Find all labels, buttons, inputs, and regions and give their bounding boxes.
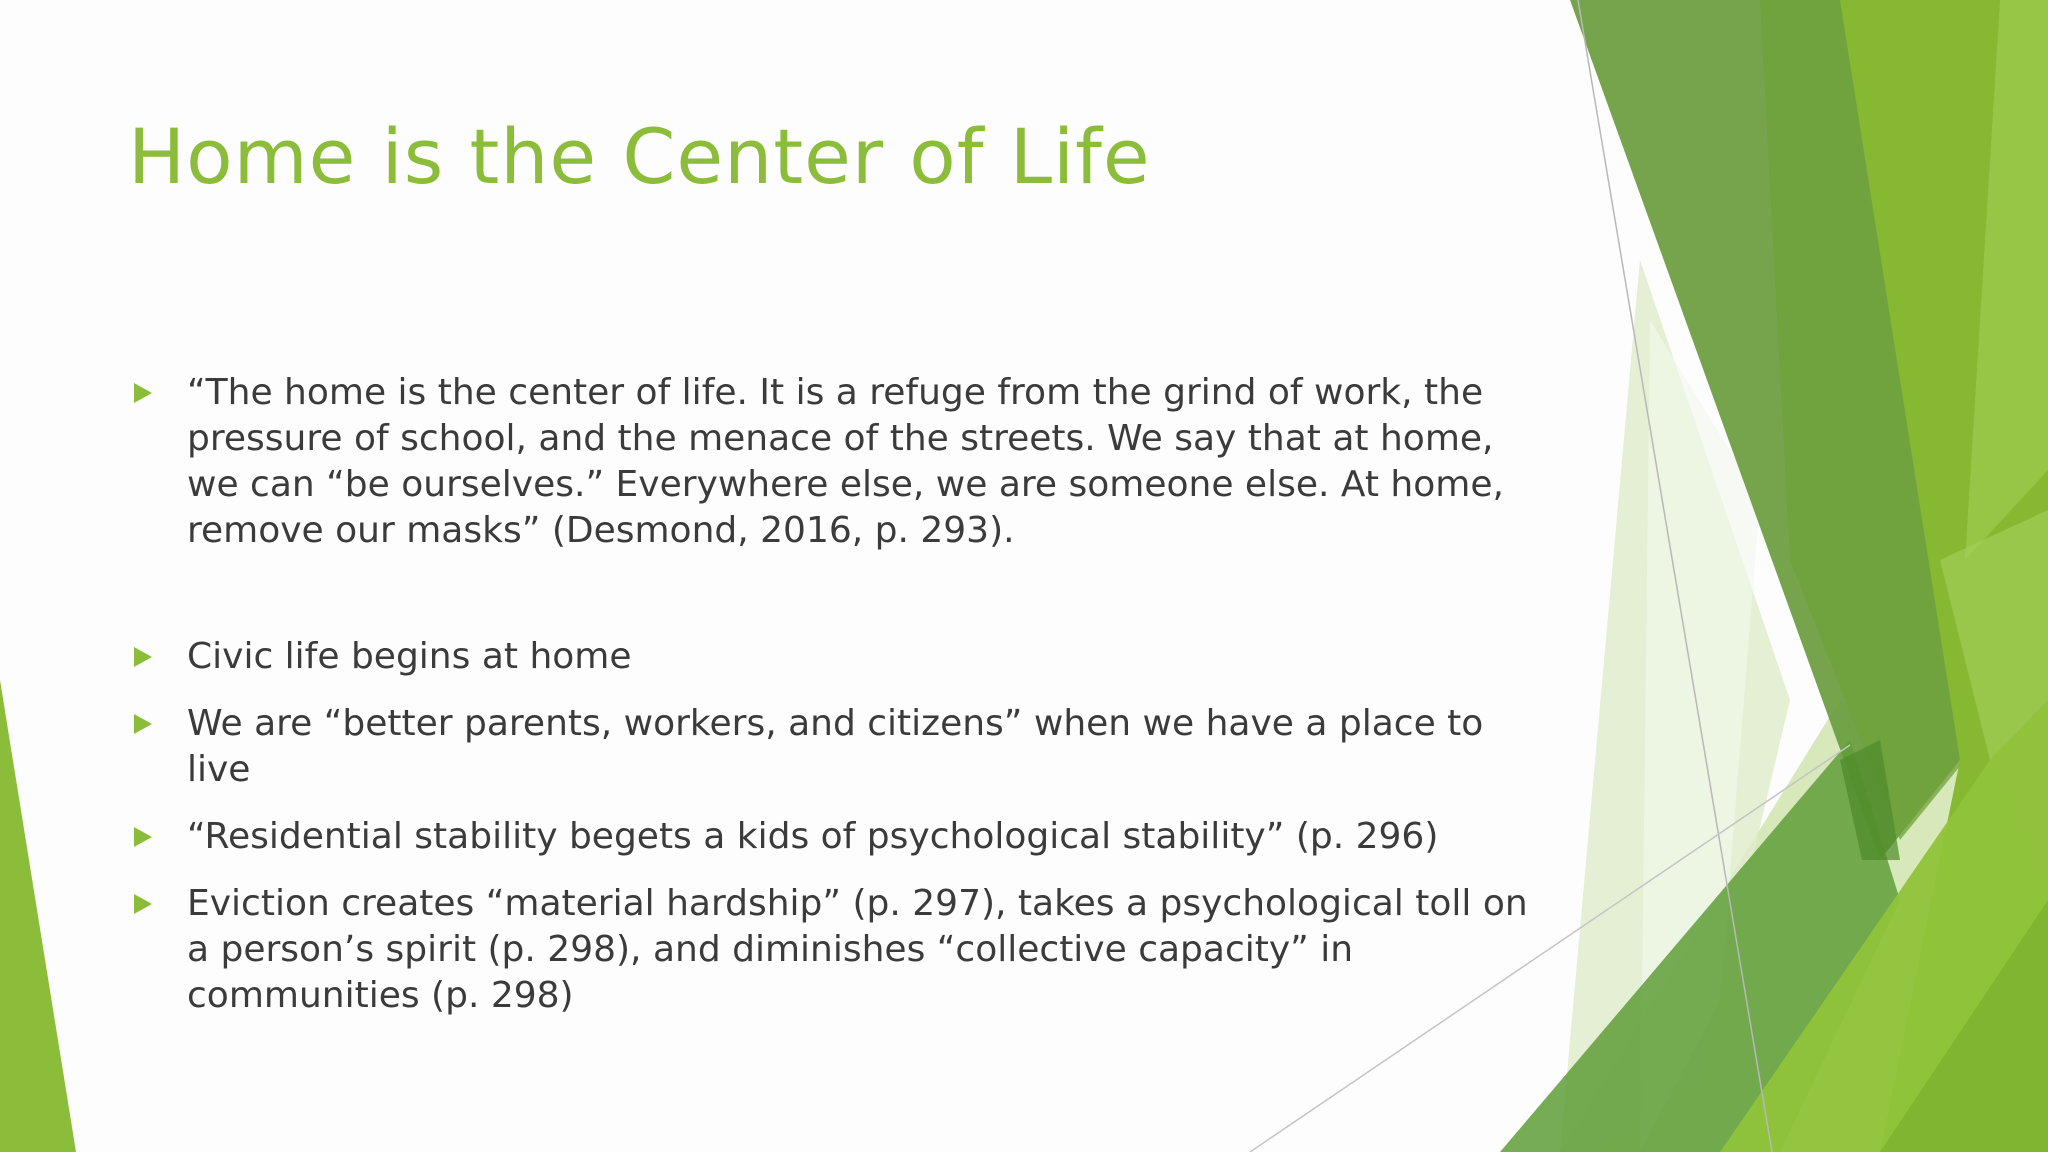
bullet-text: Eviction creates “material hardship” (p. 297), takes a psychological toll on a person’s spirit (p. 298), and diminishes “collective capacity” in communities (p. 298) [187, 883, 1528, 1016]
triangle-right-icon [134, 894, 152, 914]
list-item [128, 814, 1548, 860]
list-item [128, 370, 1548, 554]
bullet-text: “The home is the center of life. It is a refuge from the grind of work, the pressure of school, and the menace of the streets. We say that at home, we can “be ourselves.” Everywhere else, we are someone else. At home, remove our masks” (Desmond, 2016, p. 293). [187, 372, 1504, 551]
list-item [128, 634, 1548, 680]
bullet-list [128, 370, 1548, 1040]
triangle-right-icon [134, 714, 152, 734]
list-item [128, 701, 1548, 793]
slide-title: Home is the Center of Life [128, 112, 1151, 201]
bullet-text: We are “better parents, workers, and citizens” when we have a place to live [187, 703, 1484, 790]
triangle-right-icon [134, 647, 152, 667]
triangle-right-icon [134, 827, 152, 847]
list-item [128, 881, 1548, 1019]
triangle-right-icon [134, 383, 152, 403]
bullet-text: Civic life begins at home [187, 636, 632, 677]
bullet-text: “Residential stability begets a kids of psychological stability” (p. 296) [187, 816, 1439, 857]
left-green-sliver [0, 680, 76, 1152]
